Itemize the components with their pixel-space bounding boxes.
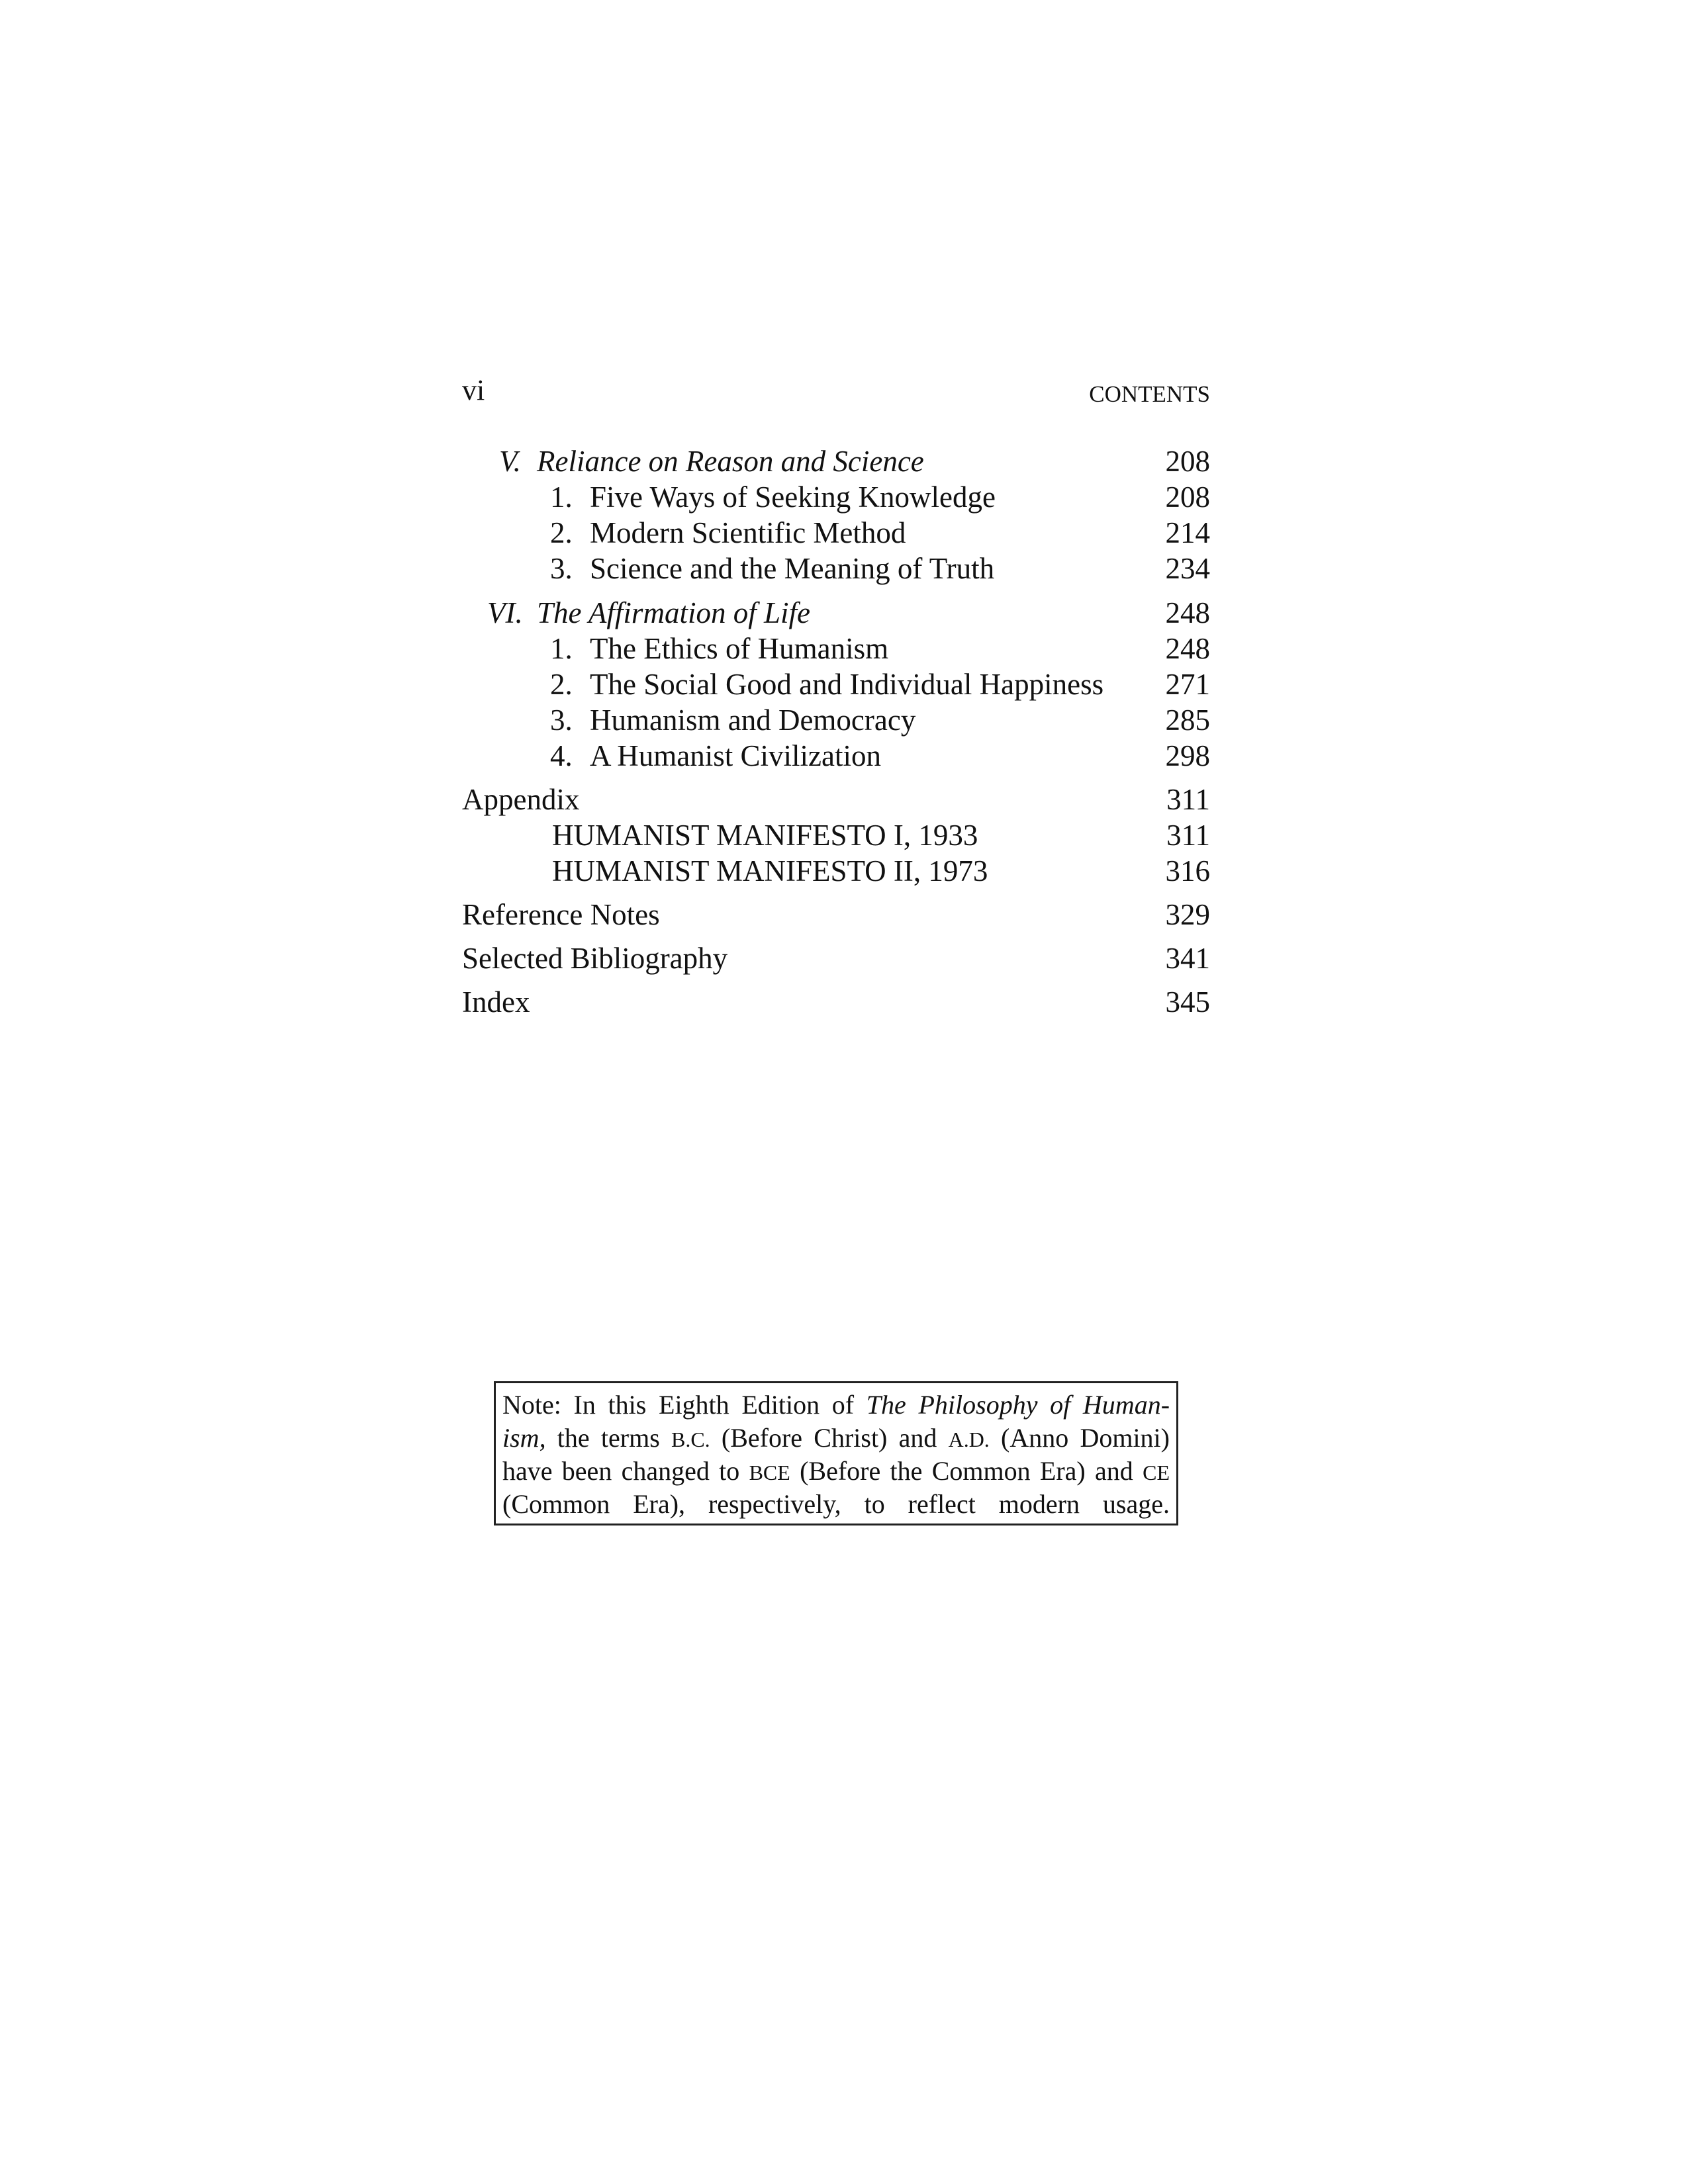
book-title: The Philosophy of Human- (866, 1390, 1170, 1420)
toc-section[interactable] (462, 479, 1210, 515)
note-text: the terms (545, 1423, 671, 1453)
abbreviation: CE (1143, 1461, 1170, 1484)
section-number: 2. (550, 516, 573, 549)
part-numeral: V. (499, 445, 521, 478)
note-text: (Common Era), respectively, to reflect modern usage. (502, 1489, 1170, 1519)
toc-section[interactable] (462, 515, 1210, 551)
entry-title: HUMANIST MANIFESTO I, 1933 (552, 819, 978, 852)
toc-appendix-item[interactable] (462, 853, 1210, 889)
part-title: Reliance on Reason and Science (537, 445, 924, 478)
section-title: The Social Good and Individual Happiness (590, 668, 1104, 701)
note-line (502, 1488, 1170, 1521)
page-header (462, 371, 1210, 410)
page-ref: 285 (1165, 704, 1210, 737)
page-ref: 248 (1165, 632, 1210, 665)
edition-note-box (494, 1381, 1178, 1525)
entry-title: Selected Bibliography (462, 942, 728, 975)
note-line (502, 1422, 1170, 1455)
page-ref: 208 (1165, 480, 1210, 514)
section-title: Science and the Meaning of Truth (590, 552, 995, 585)
page-ref: 341 (1165, 942, 1210, 975)
toc-part-vi[interactable] (462, 595, 1210, 631)
section-title: The Ethics of Humanism (590, 632, 889, 665)
note-text: have been changed to (502, 1456, 749, 1486)
toc-bibliography[interactable] (462, 940, 1210, 976)
section-number: 2. (550, 668, 573, 701)
table-of-contents (462, 443, 1210, 1020)
book-title: ism, (502, 1423, 546, 1453)
part-numeral: VI. (487, 596, 523, 629)
section-number: 4. (550, 739, 573, 772)
section-title: Five Ways of Seeking Knowledge (590, 480, 996, 514)
section-title: A Humanist Civilization (590, 739, 881, 772)
toc-index[interactable] (462, 984, 1210, 1020)
page-ref: 311 (1166, 783, 1210, 816)
entry-title: Reference Notes (462, 898, 660, 931)
abbreviation: B.C. (671, 1428, 710, 1451)
toc-section[interactable] (462, 666, 1210, 702)
entry-title: HUMANIST MANIFESTO II, 1973 (552, 854, 988, 887)
toc-appendix[interactable] (462, 782, 1210, 817)
toc-section[interactable] (462, 702, 1210, 738)
note-line (502, 1455, 1170, 1488)
page-ref: 271 (1165, 668, 1210, 701)
toc-section[interactable] (462, 551, 1210, 586)
page-number: vi (462, 374, 485, 406)
section-number: 3. (550, 552, 573, 585)
toc-section[interactable] (462, 738, 1210, 774)
page-ref: 234 (1165, 552, 1210, 585)
page-ref: 208 (1165, 445, 1210, 478)
toc-reference-notes[interactable] (462, 897, 1210, 933)
entry-title: Index (462, 985, 530, 1019)
note-text: (Anno Domini) (989, 1423, 1170, 1453)
note-line (502, 1388, 1170, 1422)
section-title: Modern Scientific Method (590, 516, 906, 549)
note-text: Note: In this Eighth Edition of (502, 1390, 867, 1420)
page-ref: 316 (1165, 854, 1210, 887)
page-ref: 329 (1165, 898, 1210, 931)
note-text: (Before the Common Era) and (790, 1456, 1143, 1486)
toc-section[interactable] (462, 631, 1210, 666)
abbreviation: A.D. (948, 1428, 990, 1451)
section-number: 1. (550, 632, 573, 665)
note-text: (Before Christ) and (710, 1423, 949, 1453)
page-ref: 311 (1166, 819, 1210, 852)
page-ref: 214 (1165, 516, 1210, 549)
toc-part-v[interactable] (462, 443, 1210, 479)
page-ref: 345 (1165, 985, 1210, 1019)
section-title: Humanism and Democracy (590, 704, 916, 737)
page-ref: 248 (1165, 596, 1210, 629)
section-number: 1. (550, 480, 573, 514)
entry-title: Appendix (462, 783, 580, 816)
abbreviation: BCE (749, 1461, 790, 1484)
running-head: CONTENTS (1089, 381, 1210, 407)
part-title: The Affirmation of Life (537, 596, 810, 629)
section-number: 3. (550, 704, 573, 737)
page-ref: 298 (1165, 739, 1210, 772)
toc-appendix-item[interactable] (462, 817, 1210, 853)
